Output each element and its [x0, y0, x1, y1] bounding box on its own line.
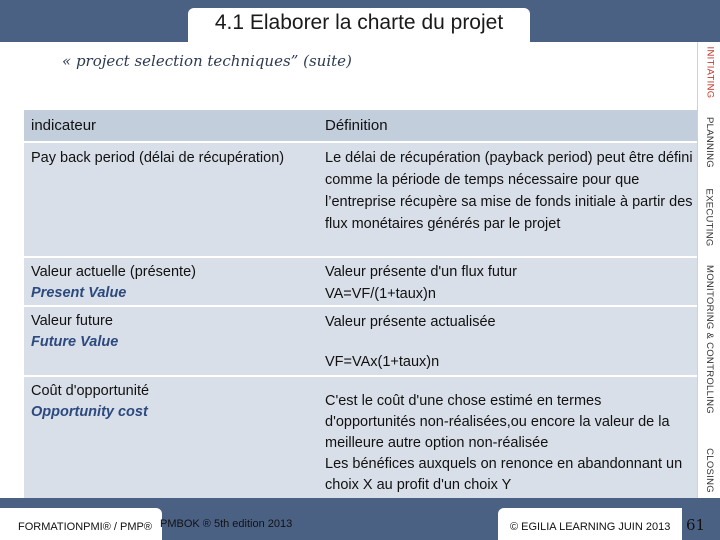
- phase-tab-closing[interactable]: CLOSING: [704, 447, 716, 493]
- formula: VA=VF/(1+taux)n: [325, 286, 436, 302]
- table-row: [24, 141, 697, 258]
- formula: VF=VAx(1+taux)n: [325, 354, 440, 370]
- page-subtitle: « project selection techniques” (suite): [62, 52, 352, 70]
- phase-tab-executing[interactable]: EXECUTING: [704, 187, 715, 247]
- footer-middle-text: PMBOK ® 5th edition 2013: [160, 518, 293, 530]
- page-number: 61: [686, 516, 706, 534]
- indicator-table: [24, 110, 697, 500]
- footer-left-tab: [0, 508, 162, 540]
- indicator-definition: Valeur présente d'un flux futur VA=VF/(1+taux)n: [325, 261, 693, 305]
- phase-sidebar: [697, 42, 720, 498]
- phase-tab-monitoring[interactable]: MONITORING & CONTROLLING: [704, 264, 716, 415]
- footer-right-tab: [498, 508, 682, 540]
- table-header: [24, 110, 697, 141]
- footer-copyright: © EGILIA LEARNING JUIN 2013: [510, 521, 671, 533]
- indicator-definition: Le délai de récupération (payback period) peut être défini comme la période de temps nécessaire pour que l’entreprise récupère sa mise de fonds initiale à partir des flux monétaires générés par le projet: [325, 150, 693, 232]
- table-row: [24, 375, 697, 502]
- column-header-indicateur: indicateur: [31, 117, 97, 134]
- indicator-definition: Valeur présente actualisée VF=VAx(1+taux)n: [325, 311, 693, 373]
- phase-tab-planning[interactable]: PLANNING: [704, 116, 715, 168]
- indicator-english-name: Present Value: [31, 285, 127, 301]
- indicator-english-name: Opportunity cost: [31, 404, 148, 420]
- page-title: 4.1 Elaborer la charte du projet: [214, 11, 504, 34]
- indicator-name: Valeur actuelle (présente) Present Value: [31, 262, 311, 304]
- phase-tab-initiating[interactable]: INITIATING: [704, 46, 715, 98]
- column-header-definition: Définition: [325, 117, 388, 134]
- indicator-name: Coût d'opportunité Opportunity cost: [31, 381, 311, 423]
- table-row: [24, 256, 697, 307]
- indicator-name: Pay back period (délai de récupération): [31, 150, 285, 166]
- title-tab: [188, 8, 530, 42]
- subheader: [0, 42, 697, 100]
- footer-left-text: FORMATIONPMI® / PMP®: [18, 521, 152, 533]
- indicator-definition: C'est le coût d'une chose estimé en termes d'opportunités non-réalisées,ou encore la valeur de la meilleure autre option non-réalisée Les bénéfices auxquels on renonce en abandonnant un choix X au profit d'un choix Y: [325, 393, 683, 493]
- indicator-english-name: Future Value: [31, 334, 119, 350]
- table-row: [24, 305, 697, 377]
- indicator-name: Valeur future Future Value: [31, 311, 311, 353]
